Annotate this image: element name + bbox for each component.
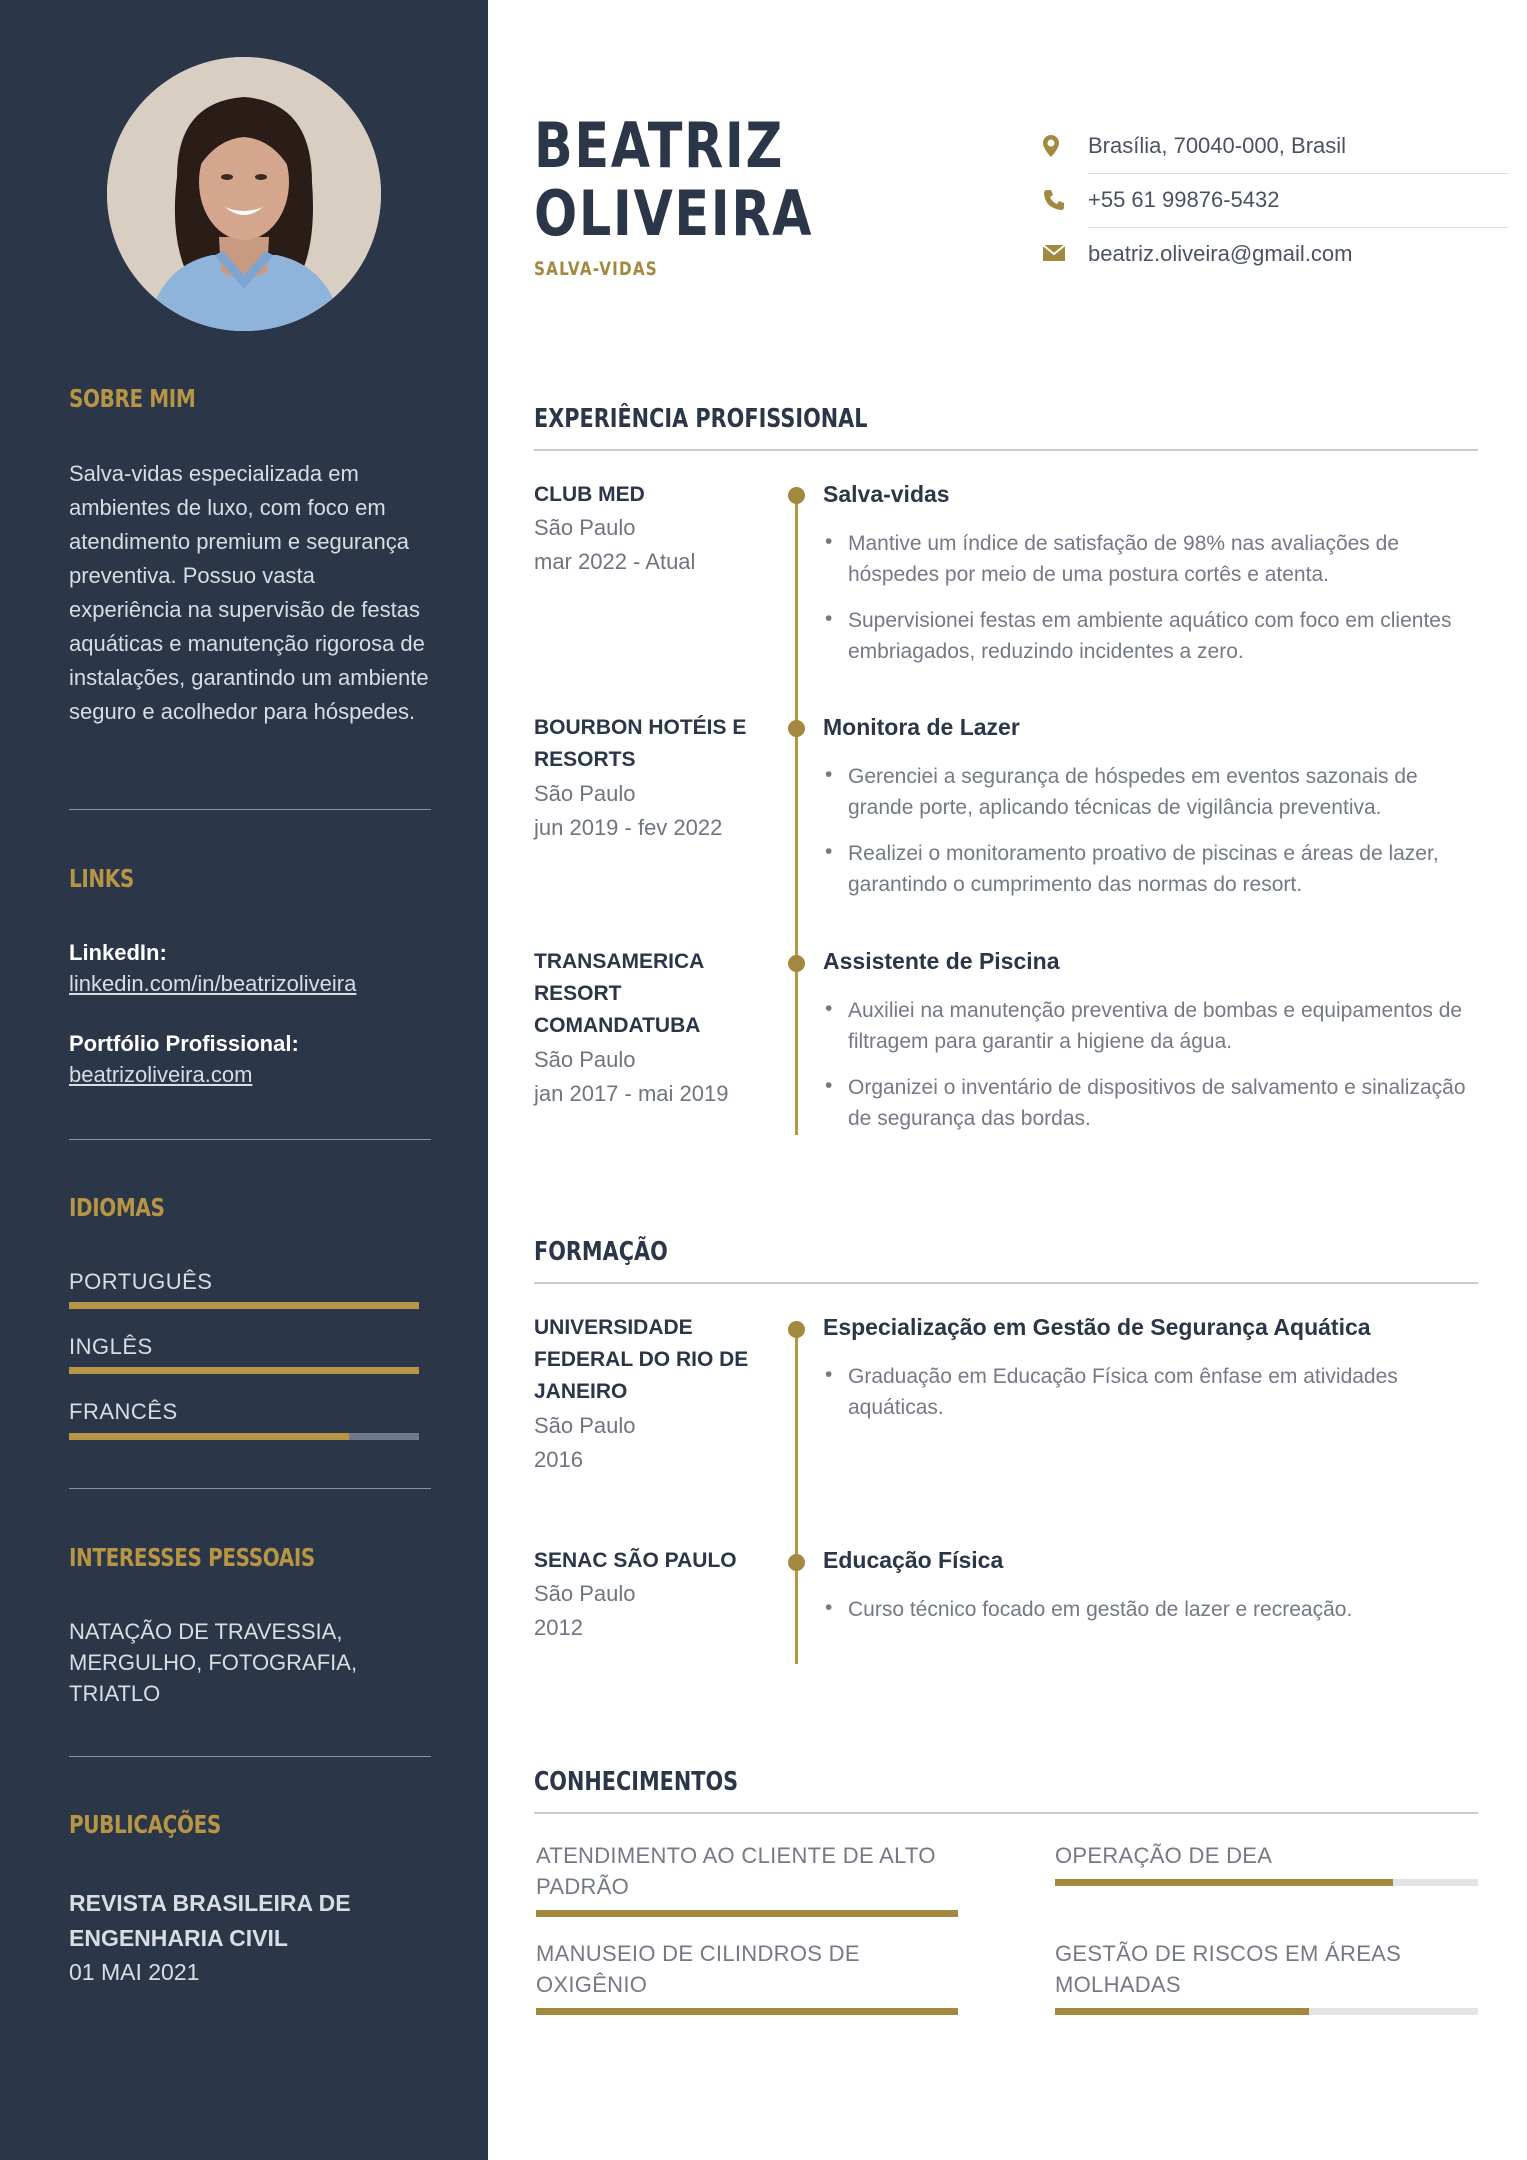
phone-icon [1042,188,1066,218]
language-level-fill [69,1302,419,1309]
bullet-marker: • [825,840,833,863]
section-divider [534,1282,1478,1284]
bullet-marker: • [825,530,833,553]
profile-photo [107,57,381,331]
link-label-linkedin: LinkedIn: [69,940,167,965]
bullet-marker: • [825,997,833,1020]
timeline-dot [788,720,805,737]
skill-level-fill [1055,2008,1309,2015]
sidebar-divider [69,1488,431,1489]
skill-level-bar [536,2008,958,2015]
sidebar-divider [69,1139,431,1140]
education-degree: Especialização em Gestão de Segurança Aquática [823,1314,1371,1340]
skill-name: OPERAÇÃO DE DEA [1055,1843,1273,1868]
experience-bullet: Supervisionei festas em ambiente aquático com foco em clientes embriagados, reduzindo incidentes a zero. [848,609,1452,663]
skill-level-fill [1055,1879,1393,1886]
experience-location: São Paulo [534,781,636,806]
section-divider [534,1812,1478,1814]
experience-role: Salva-vidas [823,481,950,507]
sidebar-divider [69,1756,431,1757]
bullet-marker: • [825,763,833,786]
link-linkedin[interactable]: linkedin.com/in/beatrizoliveira [69,971,357,996]
portrait-image [107,57,381,331]
contact-phone [1088,187,1508,213]
education-location: São Paulo [534,1581,636,1606]
experience-bullet: Realizei o monitoramento proativo de piscinas e áreas de lazer, garantindo o cumprimento das normas do resort. [848,842,1439,896]
timeline-dot [788,955,805,972]
education-year: 2016 [534,1447,583,1472]
contact-phone-text: +55 61 99876-5432 [1088,187,1280,212]
bullet-marker: • [825,1363,833,1386]
experience-dates: mar 2022 - Atual [534,549,696,574]
publication-date: 01 MAI 2021 [69,1959,200,1985]
education-bullet: Graduação em Educação Física com ênfase em atividades aquáticas. [848,1365,1398,1419]
skill-level-bar [536,1910,958,1917]
skill-name: GESTÃO DE RISCOS EM ÁREAS MOLHADAS [1055,1941,1402,1997]
languages-heading: IDIOMAS [69,1193,165,1222]
experience-location: São Paulo [534,515,636,540]
experience-bullet: Organizei o inventário de dispositivos de salvamento e sinalização de segurança das bordas. [848,1076,1466,1130]
skill-level-bar [1055,1879,1478,1886]
publications-heading: PUBLICAÇÕES [69,1810,221,1839]
interests-heading: INTERESSES PESSOAIS [69,1543,315,1572]
skill-level-fill [536,1910,958,1917]
name-line-1: BEATRIZ [534,109,784,182]
education-year: 2012 [534,1615,583,1640]
timeline-dot [788,1554,805,1571]
links-heading: LINKS [69,864,134,893]
education-heading: FORMAÇÃO [534,1237,668,1267]
section-divider [534,449,1478,451]
language-name: INGLÊS [69,1334,153,1359]
name-line-2: OLIVEIRA [534,177,814,250]
experience-role: Monitora de Lazer [823,714,1020,740]
language-level-bar [69,1367,419,1374]
contact-address [1088,133,1508,159]
envelope-icon [1042,242,1066,268]
skill-level-bar [1055,2008,1478,2015]
language-name: PORTUGUÊS [69,1269,213,1294]
contact-email-text[interactable]: beatriz.oliveira@gmail.com [1088,241,1353,266]
education-bullet: Curso técnico focado em gestão de lazer e recreação. [848,1598,1353,1621]
education-location: São Paulo [534,1413,636,1438]
language-level-fill [69,1367,419,1374]
candidate-role: SALVA-VIDAS [534,258,658,280]
link-portfolio[interactable]: beatrizoliveira.com [69,1062,253,1087]
experience-role: Assistente de Piscina [823,948,1060,974]
language-level-bar [69,1433,419,1440]
contact-address-text: Brasília, 70040-000, Brasil [1088,133,1347,158]
candidate-name [534,109,814,250]
education-timeline [795,1326,798,1664]
sidebar-divider [69,809,431,810]
about-text: Salva-vidas especializada em ambientes de luxo, com foco em atendimento premium e segurança preventiva. Possuo vasta experiência na supervisão de festas aquáticas e manutenção rigorosa de instalações, garantindo um ambiente seguro e acolhedor para hóspedes. [69,461,429,724]
bullet-marker: • [825,1596,833,1619]
contact-divider [1088,173,1508,174]
experience-dates: jun 2019 - fev 2022 [534,815,723,840]
experience-dates: jan 2017 - mai 2019 [534,1081,729,1106]
language-level-fill [69,1433,349,1440]
experience-bullet: Mantive um índice de satisfação de 98% nas avaliações de hóspedes por meio de uma postura cortês e atenta. [848,532,1399,586]
interests-text: NATAÇÃO DE TRAVESSIA, MERGULHO, FOTOGRAFIA, TRIATLO [69,1619,358,1706]
map-pin-icon [1042,134,1060,164]
skill-name: ATENDIMENTO AO CLIENTE DE ALTO PADRÃO [536,1843,936,1899]
experience-org: CLUB MED [534,483,645,506]
bullet-marker: • [825,607,833,630]
experience-bullet: Auxiliei na manutenção preventiva de bombas e equipamentos de filtragem para garantir a higiene da água. [848,999,1463,1053]
education-org: UNIVERSIDADE FEDERAL DO RIO DE JANEIRO [534,1316,749,1403]
education-org: SENAC SÃO PAULO [534,1549,737,1572]
timeline-dot [788,1321,805,1338]
about-heading: SOBRE MIM [69,384,196,413]
publication-title: REVISTA BRASILEIRA DE ENGENHARIA CIVIL [69,1890,351,1951]
sidebar [0,0,488,2160]
experience-timeline [795,495,798,1135]
experience-location: São Paulo [534,1047,636,1072]
timeline-dot [788,487,805,504]
experience-org: BOURBON HOTÉIS E RESORTS [534,716,747,771]
experience-heading: EXPERIÊNCIA PROFISSIONAL [534,404,868,434]
language-level-bar [69,1302,419,1309]
link-label-portfolio: Portfólio Profissional: [69,1031,299,1056]
language-name: FRANCÊS [69,1399,178,1424]
main-content [488,0,1527,2160]
education-degree: Educação Física [823,1547,1004,1573]
skill-name: MANUSEIO DE CILINDROS DE OXIGÊNIO [536,1941,860,1997]
experience-org: TRANSAMERICA RESORT COMANDATUBA [534,950,704,1037]
contact-divider [1088,227,1508,228]
skills-heading: CONHECIMENTOS [534,1767,739,1797]
experience-bullet: Gerenciei a segurança de hóspedes em eventos sazonais de grande porte, aplicando técnicas de vigilância preventiva. [848,765,1418,819]
contact-email [1088,241,1508,267]
skill-level-fill [536,2008,958,2015]
bullet-marker: • [825,1074,833,1097]
